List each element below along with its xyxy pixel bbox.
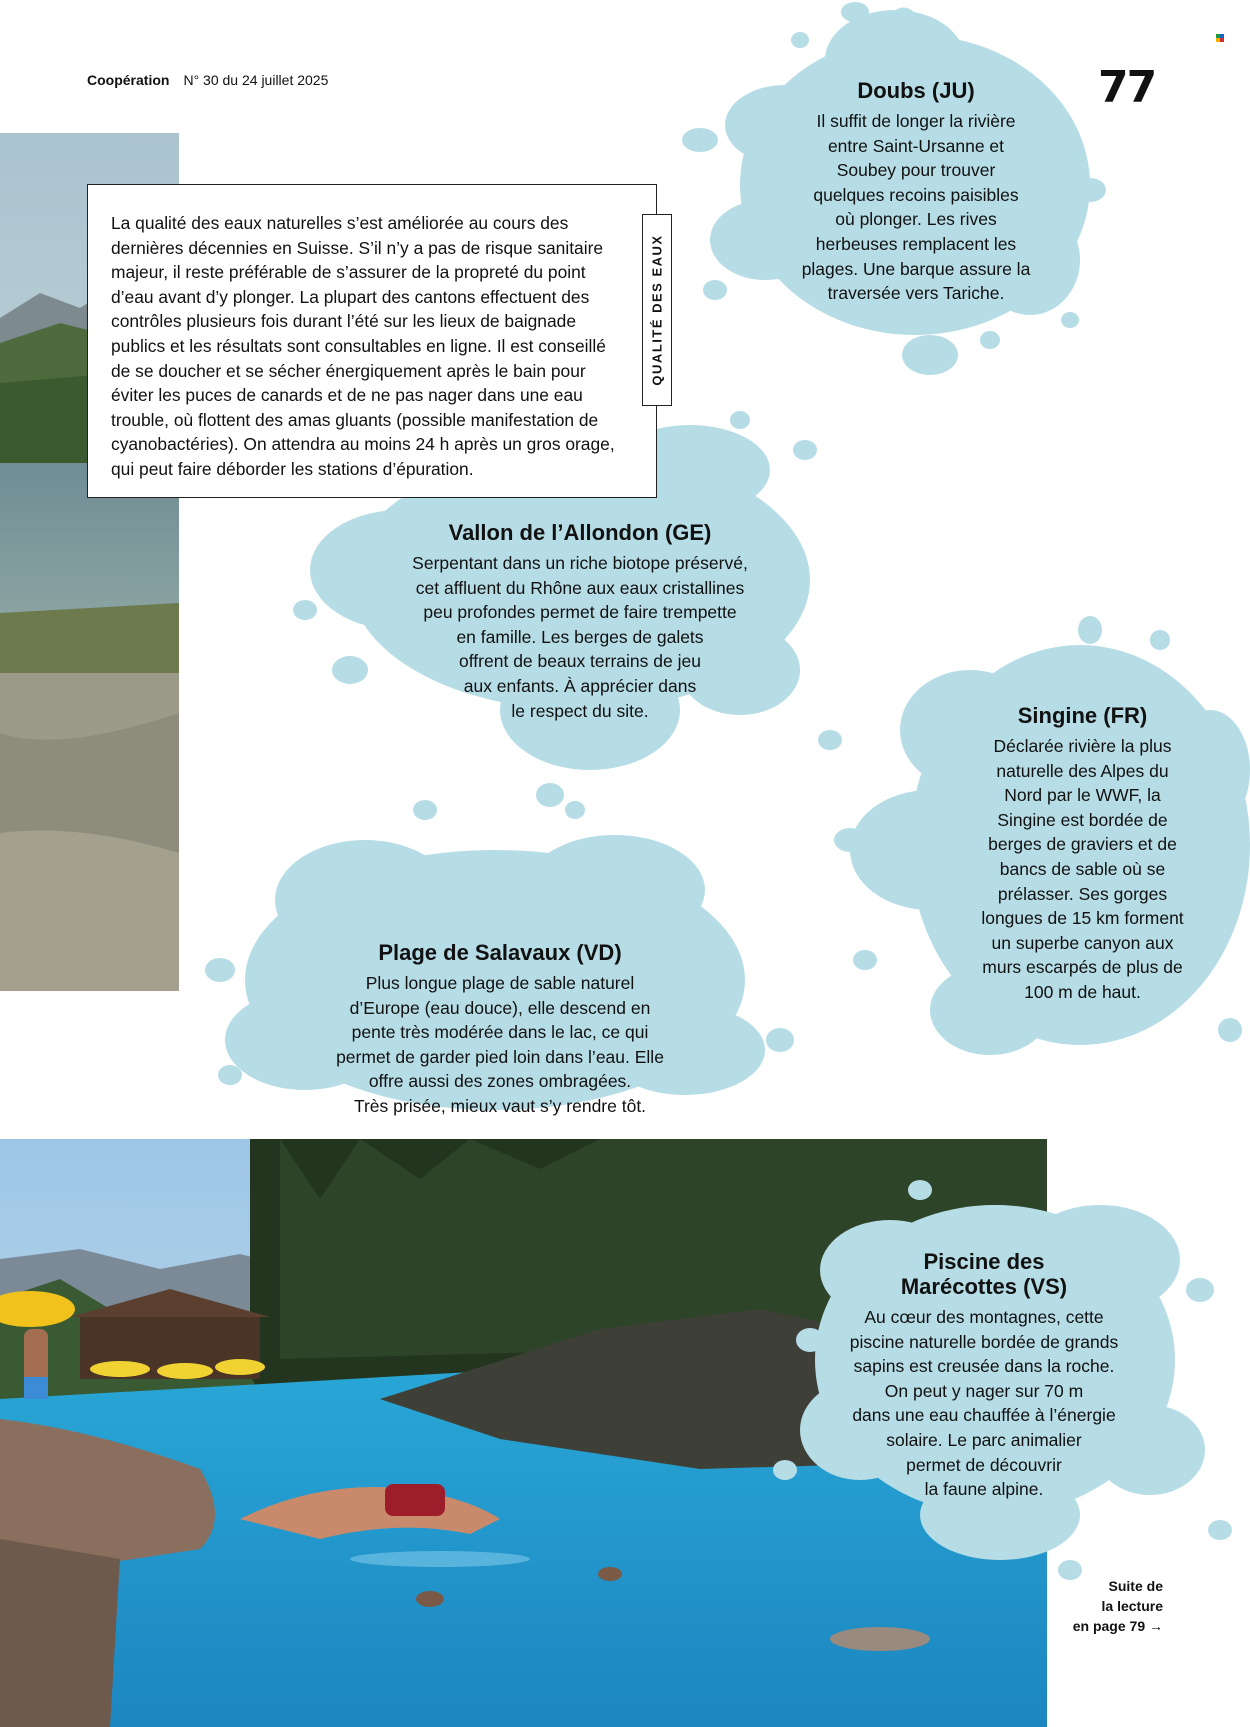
spot-title: Plage de Salavaux (VD)	[378, 940, 622, 965]
spot-salavaux	[300, 940, 700, 1119]
spot-description	[380, 551, 780, 723]
spot-line: en famille. Les berges de galets	[456, 626, 704, 647]
info-line: cyanobactéries). On attendra au moins 24 h après un gros orage,	[111, 434, 615, 455]
spot-line: herbeuses remplacent les	[815, 233, 1017, 254]
continue-line: en page 79 →	[1072, 1618, 1163, 1634]
spot-line: aux enfants. À apprécier dans	[463, 675, 697, 696]
info-line: contrôles plusieurs fois durant l’été sur les lieux de baignade	[111, 311, 576, 332]
spot-line: où plonger. Les rives	[835, 209, 997, 230]
spot-singine	[960, 703, 1205, 1005]
spot-line: quelques recoins paisibles	[813, 184, 1019, 205]
info-line: La qualité des eaux naturelles s’est améliorée au cours des	[111, 213, 569, 233]
spot-line: Au cœur des montagnes, cette	[864, 1307, 1104, 1327]
spot-line: un superbe canyon aux	[991, 932, 1174, 953]
spot-line: cet affluent du Rhône aux eaux cristallines	[415, 577, 745, 598]
spot-line: Déclarée rivière la plus	[993, 736, 1172, 756]
spot-line: Très prisée, mieux vaut s’y rendre tôt.	[353, 1095, 647, 1116]
spot-description	[834, 1305, 1134, 1502]
spot-line: longues de 15 km forment	[981, 908, 1184, 929]
spot-title-line1: Piscine des	[923, 1249, 1045, 1274]
info-line: d’eau avant d’y plonger. La plupart des cantons effectuent des	[111, 286, 590, 307]
spot-line: murs escarpés de plus de	[982, 957, 1183, 978]
issue-info: N° 30 du 24 juillet 2025	[183, 72, 329, 88]
info-line: dernières décennies en Suisse. S’il n’y a pas de risque sanitaire	[111, 237, 604, 258]
spot-line: Plus longue plage de sable naturel	[365, 973, 635, 993]
spot-line: sapins est creusée dans la roche.	[853, 1356, 1115, 1377]
continue-line: Suite de	[1108, 1578, 1163, 1594]
water-quality-box	[87, 184, 657, 498]
spot-title-line2: Marécottes (VS)	[900, 1274, 1068, 1299]
spot-line: le respect du site.	[511, 700, 649, 721]
spot-description	[960, 734, 1205, 1005]
spot-line: pente très modérée dans le lac, ce qui	[351, 1022, 649, 1043]
publication-name: Coopération	[87, 72, 170, 88]
spot-line: prélasser. Ses gorges	[997, 883, 1168, 904]
spot-doubs	[766, 78, 1066, 306]
spot-title: Doubs (JU)	[857, 78, 975, 103]
spot-title: Vallon de l’Allondon (GE)	[448, 520, 712, 545]
spot-description	[300, 971, 700, 1119]
spot-line: la faune alpine.	[924, 1479, 1044, 1500]
spot-line: Singine est bordée de	[997, 809, 1168, 830]
spot-line: permet de découvrir	[906, 1454, 1062, 1475]
spot-line: Nord par le WWF, la	[1004, 785, 1161, 806]
spot-piscine	[834, 1249, 1134, 1502]
spot-line: offrent de beaux terrains de jeu	[459, 651, 701, 672]
water-quality-label-text: QUALITÉ DES EAUX	[649, 234, 665, 386]
page-header	[87, 72, 328, 88]
corner-color-mark	[1216, 34, 1224, 42]
spot-line: naturelle des Alpes du	[996, 760, 1169, 781]
spot-line: d’Europe (eau douce), elle descend en	[349, 997, 651, 1018]
spot-line: plages. Une barque assure la	[801, 258, 1031, 279]
water-quality-label	[642, 214, 672, 406]
spot-line: bancs de sable où se	[999, 858, 1166, 879]
spot-line: Serpentant dans un riche biotope préservé,	[412, 553, 748, 573]
spot-description	[766, 109, 1066, 306]
spot-line: berges de graviers et de	[988, 834, 1177, 855]
page-number: 77	[1098, 62, 1156, 113]
spot-line: dans une eau chauffée à l’énergie	[852, 1405, 1116, 1426]
spot-line: permet de garder pied loin dans l’eau. Elle	[336, 1046, 664, 1067]
spot-line: Il suffit de longer la rivière	[816, 111, 1016, 131]
spot-line: piscine naturelle bordée de grands	[849, 1331, 1119, 1352]
info-line: éviter les puces de canards et de ne pas nager dans une eau	[111, 385, 583, 406]
spot-allondon	[380, 520, 780, 723]
spot-line: entre Saint-Ursanne et	[827, 135, 1005, 156]
spot-line: traversée vers Tariche.	[827, 283, 1005, 304]
spot-line: peu profondes permet de faire trempette	[423, 602, 737, 623]
info-line: de se doucher et se sécher énergiquement après le bain pour	[111, 360, 586, 381]
spot-line: 100 m de haut.	[1024, 981, 1141, 1002]
continue-reading-link[interactable]	[1030, 1576, 1163, 1636]
spot-line: solaire. Le parc animalier	[886, 1429, 1082, 1450]
spot-line: Soubey pour trouver	[836, 160, 996, 181]
info-line: trouble, où flottent des amas gluants (possible manifestation de	[111, 409, 599, 430]
info-line: majeur, il reste préférable de s’assurer de la propreté du point	[111, 262, 586, 283]
info-line: publics et les résultats sont consultables en ligne. Il est conseillé	[111, 335, 606, 356]
spot-line: On peut y nager sur 70 m	[884, 1380, 1084, 1401]
info-line: qui peut faire déborder les stations d’épuration.	[111, 458, 474, 479]
spot-title: Singine (FR)	[1017, 703, 1148, 728]
continue-line: la lecture	[1101, 1598, 1163, 1614]
spot-line: offre aussi des zones ombragées.	[368, 1071, 632, 1092]
